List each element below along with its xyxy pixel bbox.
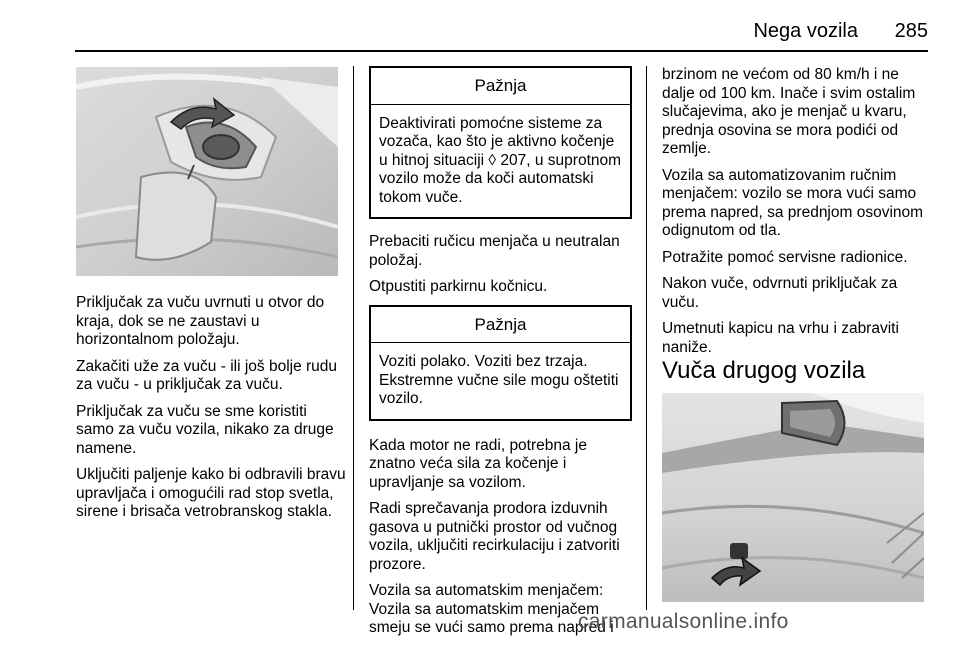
paragraph: brzinom ne većom od 80 km/h i ne dalje od 100 km. Inače i svim ostalim slučajevima, ako je menjač u kvaru, prednja osovina se mora podići od zemlje. [662, 66, 916, 157]
paragraph: Otpustiti parkirnu kočnicu. [369, 278, 548, 295]
rear-tow-eye-illustration [662, 393, 924, 602]
paragraph: Nakon vuče, odvrnuti priključak za vuču. [662, 275, 898, 311]
paragraph: Radi sprečavanja prodora izduvnih gasova u putnički prostor od vučnog vozila, uključiti recirkulaciju i zatvoriti prozore. [369, 500, 620, 573]
paragraph: Kada motor ne radi, potrebna je znatno veća sila za kočenje i upravljanje sa vozilom. [369, 436, 587, 491]
caution-text: Deaktivirati pomoćne sisteme za vozača, kao što je aktivno kočenje u hitnoj situaciji ◊ 207, u suprotnom vozilo može da koči automatski tokom vuče. [379, 114, 622, 206]
paragraph: Vozila sa automatizovanim ručnim menjačem: vozilo se mora vući samo prema napred, sa prednjom osovinom odignutom od tla. [662, 166, 924, 239]
chapter-title: Nega vozila [753, 20, 858, 42]
paragraph: Potražite pomoć servisne radionice. [662, 248, 908, 266]
caution-title: Pažnja [371, 307, 630, 344]
column-2-text [369, 66, 632, 646]
caution-title: Pažnja [371, 68, 630, 105]
section-heading: Vuča drugog vozila [662, 357, 866, 384]
paragraph: Priključak za vuču uvrnuti u otvor do kraja, dok se ne zaustavi u horizontalnom položaju. [76, 294, 325, 348]
column-divider [646, 66, 647, 610]
paragraph: Prebaciti ručicu menjača u neutralan položaj. [369, 233, 620, 269]
caution-box [369, 305, 632, 421]
watermark: carmanualsonline.info [578, 610, 789, 633]
column-3-text [662, 66, 932, 365]
paragraph: Zakačiti uže za vuču - ili još bolje rudu za vuču - u priključak za vuču. [76, 357, 338, 393]
paragraph: Uključiti paljenje kako bi odbravili bravu upravljača i omogućili rad stop svetla, sirene i brisača vetrobranskog stakla. [76, 466, 346, 520]
caution-text: Voziti polako. Voziti bez trzaja. Ekstremne vučne sile mogu oštetiti vozilo. [379, 353, 619, 407]
paragraph: Umetnuti kapicu na vrhu i zabraviti naniže. [662, 320, 899, 356]
page-number: 285 [894, 20, 928, 42]
paragraph: Priključak za vuču se sme koristiti samo za vuču vozila, nikako za druge namene. [76, 402, 334, 457]
header-rule [75, 50, 928, 52]
tow-eye-illustration [76, 67, 338, 276]
column-1-text [76, 294, 346, 530]
paragraph: Vozila sa automatskim menjačem: Vozila sa automatskim menjačem smeju se vući samo prema napred i [369, 582, 614, 636]
column-divider [353, 66, 354, 610]
page-reference-icon: ◊ [488, 151, 497, 169]
caution-box [369, 66, 632, 219]
